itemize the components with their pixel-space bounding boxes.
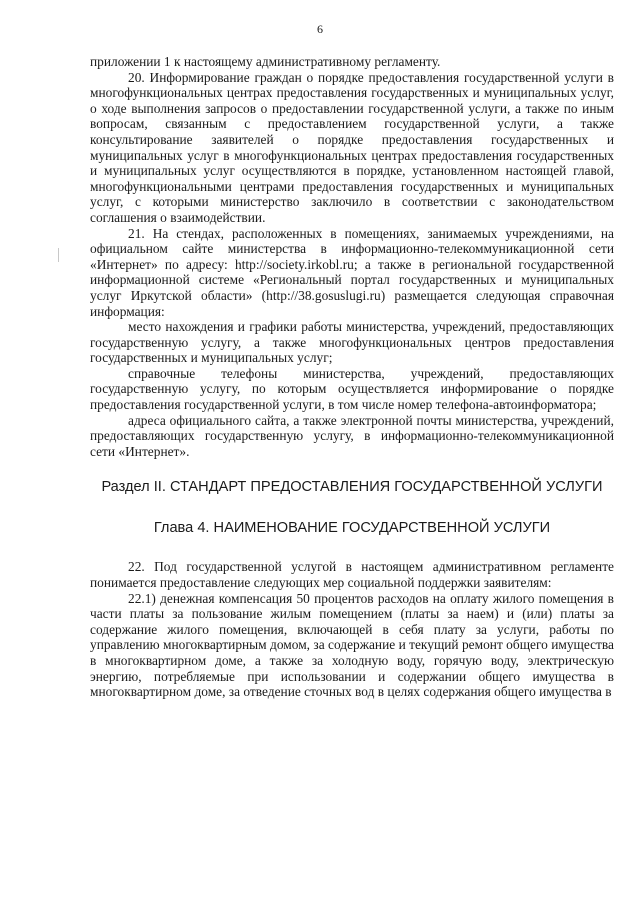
margin-mark <box>58 248 59 262</box>
paragraph-21-item-addresses: адреса официального сайта, а также электронной почты министерства, учреждений, предоставляющих государственную услугу, в информационно-телекоммуникационной сети «Интернет». <box>90 412 614 459</box>
section-heading: Раздел II. СТАНДАРТ ПРЕДОСТАВЛЕНИЯ ГОСУДАРСТВЕННОЙ УСЛУГИ <box>101 479 603 496</box>
paragraph-21: 21. На стендах, расположенных в помещениях, занимаемых учреждениями, на официальном сайте министерства в информационно-телекоммуникационной сети «Интернет» по адресу: http://society.irkobl.ru; а также в региональной государственной информационной системе «Региональный портал государственных и муниципальных услуг Иркутской области» (http://38.gosuslugi.ru) размещается следующая справочная информация: <box>90 225 614 319</box>
chapter-heading: Глава 4. НАИМЕНОВАНИЕ ГОСУДАРСТВЕННОЙ УСЛУГИ <box>153 520 551 537</box>
page-number: 6 <box>317 22 323 36</box>
document-body <box>90 54 614 700</box>
paragraph-20: 20. Информирование граждан о порядке предоставления государственной услуги в многофункциональных центрах предоставления государственных и муниципальных услуг, о ходе выполнения запросов о предоставлении государственной услуги, а также по иным вопросам, связанным с предоставлением государственной услуги, а также консультирование заявителей о порядке предоставления государственных и муниципальных услуг в многофункциональных центрах предоставления государственных и муниципальных услуг осуществляются в порядке, установленном настоящей главой, многофункциональными центрами предоставления государственных и муниципальных услуг, с которыми министерство заключило в соответствии с законодательством соглашения о взаимодействии. <box>90 69 614 225</box>
paragraph-22: 22. Под государственной услугой в настоящем административном регламенте понимается предоставление следующих мер социальной поддержки заявителям: <box>90 559 614 591</box>
paragraph-21-item-phones: справочные телефоны министерства, учреждений, предоставляющих государственную услугу, по которым осуществляется информирование о порядке предоставления государственной услуги, в том числе номер телефона-автоинформатора; <box>90 365 614 413</box>
paragraph-continuation: приложении 1 к настоящему административному регламенту. <box>90 54 441 69</box>
paragraph-22-1: 22.1) денежная компенсация 50 процентов расходов на оплату жилого помещения в части платы за пользование жилым помещением (платы за наем) и (или) платы за содержание жилого помещения, включающей в себя плату за услуги, работы по управлению многоквартирным домом, за содержание и текущий ремонт общего имущества в многоквартирном доме, а также за холодную воду, горячую воду, электрическую энергию, потребляемые при использовании и содержании общего имущества в многоквартирном доме, за отведение сточных вод в целях содержания общего имущества в <box>90 590 614 700</box>
paragraph-21-item-location: место нахождения и графики работы министерства, учреждений, предоставляющих государственную услугу, а также многофункциональных центров предоставления государственных и муниципальных услуг; <box>90 319 614 366</box>
